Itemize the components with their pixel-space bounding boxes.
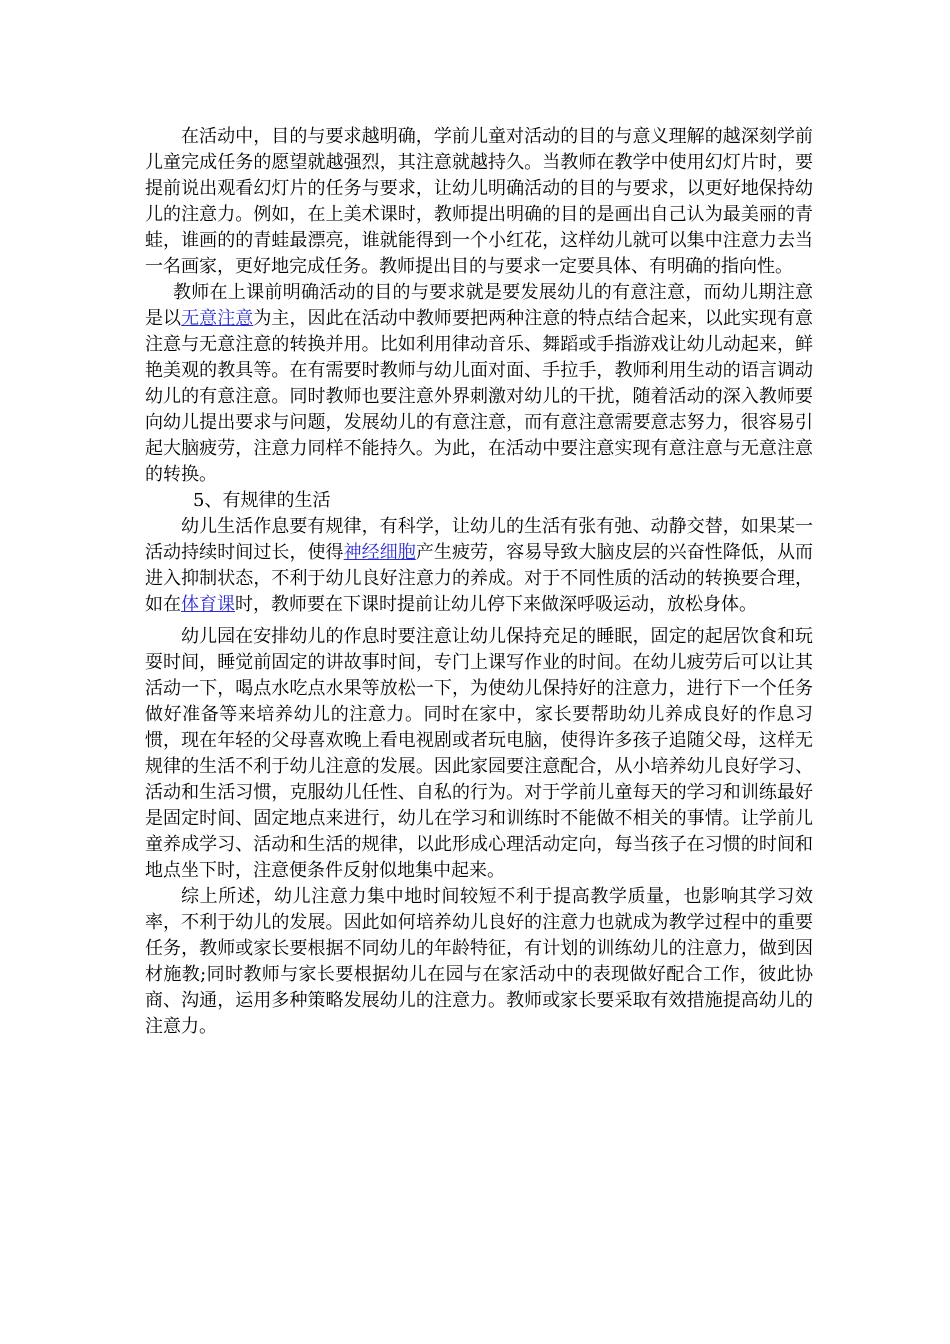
section-heading: 5、有规律的生活 (193, 490, 331, 511)
document-page (145, 124, 813, 1040)
paragraph-text: 幼儿园在安排幼儿的作息时要注意让幼儿保持充足的睡眠，固定的起居饮食和玩耍时间，睡觉前固定的讲故事时间，专门上课写作业的时间。在幼儿疲劳后可以让其活动一下，喝点水吃点水果等放松一下，为使幼儿保持好的注意力，进行下一个任务做好准备等来培养幼儿的注意力。同时在家中，家长要帮助幼儿养成良好的作息习惯，现在年轻的父母喜欢晚上看电视剧或者玩电脑，使得许多孩子追随父母，这样无规律的生活不利于幼儿注意的发展。因此家园要注意配合，从小培养幼儿良好学习、活动和生活习惯，克服幼儿任性、自私的行为。对于学前儿童每天的学习和训练最好是固定时间、固定地点来进行，幼儿在学习和训练时不能做不相关的事情。让学前儿童养成学习、活动和生活的规律，以此形成心理活动定向，每当孩子在习惯的时间和地点坐下时，注意便条件反射似地集中起来。 (145, 626, 813, 881)
link-pe-class[interactable]: 体育课 (181, 594, 235, 615)
link-unintentional-attention[interactable]: 无意注意 (181, 308, 254, 329)
paragraph-regular-routine (145, 514, 813, 618)
link-nerve-cells[interactable]: 神经细胞 (343, 542, 416, 563)
paragraph-conclusion (145, 884, 813, 1040)
paragraph-intentional-attention (145, 280, 813, 488)
paragraph-text: 产生疲劳，容易导致大脑皮层的兴奋性降低，从而进入抑制状态，不利于幼儿良好注意力的养成。对于不同性质的活动的转换要合理，如在 (145, 542, 814, 615)
paragraph-activity-goals (145, 124, 813, 280)
paragraph-text: 教师在上课前明确活动的目的与要求就是要发展幼儿的有意注意，而幼儿期注意是以 (145, 282, 813, 329)
paragraph-text: 为主，因此在活动中教师要把两种注意的特点结合起来，以此实现有意注意与无意注意的转换并用。比如利用律动音乐、舞蹈或手指游戏让幼儿动起来，鲜艳美观的教具等。在有需要时教师与幼儿面对面、手拉手，教师利用生动的语言调动幼儿的有意注意。同时教师也要注意外界刺激对幼儿的干扰，随着活动的深入教师要向幼儿提出要求与问题，发展幼儿的有意注意，而有意注意需要意志努力，很容易引起大脑疲劳，注意力同样不能持久。为此，在活动中要注意实现有意注意与无意注意的转换。 (145, 308, 814, 485)
paragraph-text: 综上所述，幼儿注意力集中地时间较短不利于提高教学质量，也影响其学习效率，不利于幼儿的发展。因此如何培养幼儿良好的注意力也就成为教学过程中的重要任务，教师或家长要根据不同幼儿的年龄特征，有计划的训练幼儿的注意力，做到因材施教;同时教师与家长要根据幼儿在园与在家活动中的表现做好配合工作，彼此协商、沟通，运用多种策略发展幼儿的注意力。教师或家长要采取有效措施提高幼儿的注意力。 (145, 886, 813, 1037)
paragraph-text: 在活动中，目的与要求越明确，学前儿童对活动的目的与意义理解的越深刻学前儿童完成任务的愿望就越强烈，其注意就越持久。当教师在教学中使用幻灯片时，要提前说出观看幻灯片的任务与要求，让幼儿明确活动的目的与要求，以更好地保持幼儿的注意力。例如，在上美术课时，教师提出明确的目的是画出自己认为最美丽的青蛙，谁画的的青蛙最漂亮，谁就能得到一个小红花，这样幼儿就可以集中注意力去当一名画家，更好地完成任务。教师提出目的与要求一定要具体、有明确的指向性。 (145, 126, 813, 277)
paragraph-kindergarten-schedule (145, 624, 813, 884)
paragraph-text: 时，教师要在下课时提前让幼儿停下来做深呼吸运动，放松身体。 (235, 594, 757, 615)
paragraph-text: 幼儿生活作息要有规律，有科学，让幼儿的生活有张有弛、动静交替，如果某一活动持续时间过长，使得 (145, 516, 813, 563)
